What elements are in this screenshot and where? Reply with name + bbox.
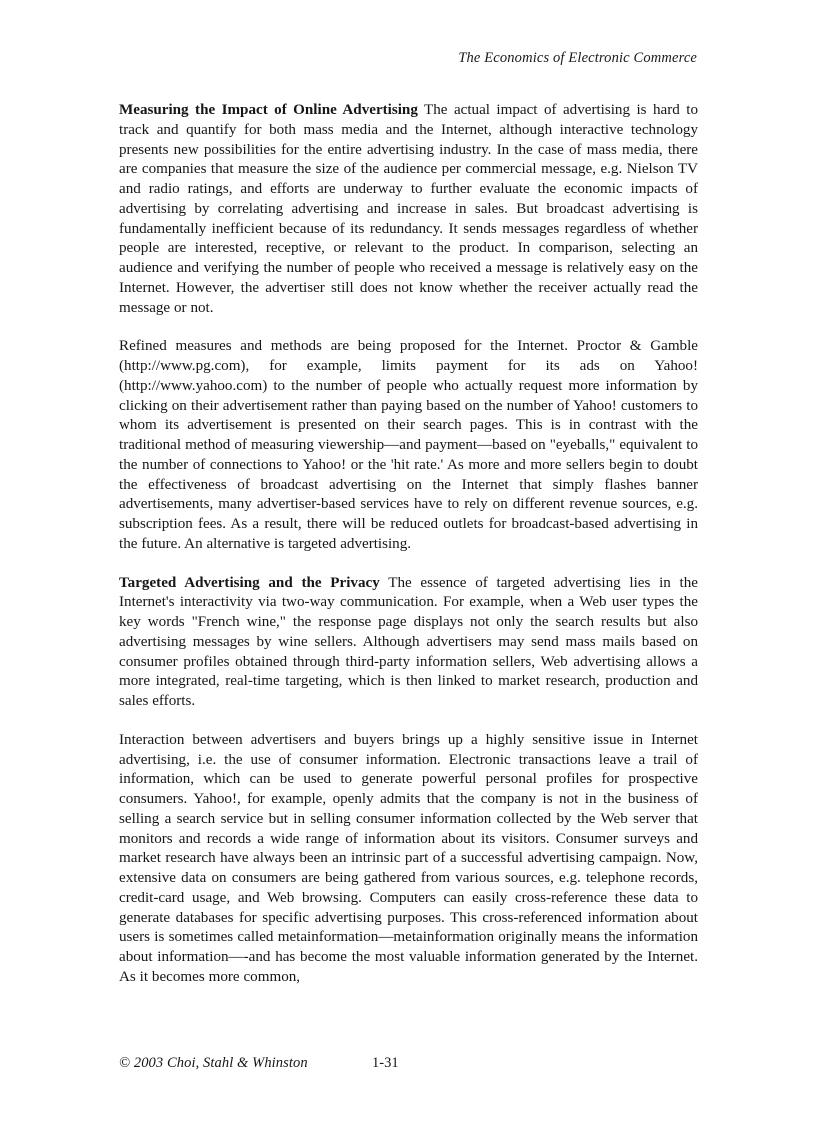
footer-page-number: 1-31 bbox=[372, 1055, 399, 1071]
body-text-block bbox=[119, 101, 698, 988]
footer-copyright: © 2003 Choi, Stahl & Whinston bbox=[119, 1055, 308, 1071]
paragraph bbox=[119, 101, 698, 318]
paragraph bbox=[119, 574, 698, 712]
run-in-heading: Targeted Advertising and the Privacy bbox=[119, 574, 380, 591]
paragraph bbox=[119, 337, 698, 554]
paragraph-text: Refined measures and methods are being proposed for the Internet. Proctor & Gamble (http://www.pg.com), for example, limits payment for its ads on Yahoo! (http://www.yahoo.com) to the number of people who actually request more information by clicking on their advertisement rather than paying based on the number of Yahoo! customers to whom its advertisement is presented on their search pages. This is in contrast with the traditional method of measuring viewership—and payment—based on "eyeballs," equivalent to the number of connections to Yahoo! or the 'hit rate.' As more and more sellers begin to doubt the effectiveness of broadcast advertising on the Internet that simply flashes banner advertisements, many advertiser-based services have to rely on different revenue sources, e.g. subscription fees. As a result, there will be reduced outlets for broadcast-based advertising in the future. An alternative is targeted advertising. bbox=[119, 338, 698, 552]
paragraph-text: The actual impact of advertising is hard to track and quantify for both mass media and the Internet, although interactive technology presents new possibilities for the entire advertising industry. In the case of mass media, there are companies that measure the size of the audience per commercial message, e.g. Nielson TV and radio ratings, and efforts are underway to further evaluate the economic impacts of advertising by correlating advertising and increase in sales. But broadcast advertising is fundamentally inefficient because of its redundancy. It sends messages regardless of whether people are interested, receptive, or relevant to the product. In comparison, selecting an audience and verifying the number of people who received a message is relatively easy on the Internet. However, the advertiser still does not know whether the receiver actually read the message or not. bbox=[119, 102, 698, 316]
paragraph-text: Interaction between advertisers and buyers brings up a highly sensitive issue in Internet advertising, i.e. the use of consumer information. Electronic transactions leave a trail of information, which can be used to generate powerful personal profiles for prospective consumers. Yahoo!, for example, openly admits that the company is not in the business of selling a search service but in selling consumer information collected by the Web server that monitors and records a wide range of information about its visitors. Consumer surveys and market research have always been an intrinsic part of a successful advertising campaign. Now, extensive data on consumers are being gathered from various sources, e.g. telephone records, credit-card usage, and Web browsing. Computers can easily cross-reference these data to generate databases for specific advertising purposes. This cross-referenced information about users is sometimes called metainformation—metainformation originally means the information about information—-and has become the most valuable information generated by the Internet. As it becomes more common, bbox=[119, 731, 698, 985]
running-header: The Economics of Electronic Commerce bbox=[458, 50, 697, 66]
paragraph-text: The essence of targeted advertising lies in the Internet's interactivity via two-way communication. For example, when a Web user types the key words "French wine," the response page displays not only the search results but also advertising messages by wine sellers. Although advertisers may send mass mails based on consumer profiles obtained through third-party information sellers, Web advertising allows a more integrated, real-time targeting, which is then linked to market research, production and sales efforts. bbox=[119, 574, 698, 709]
paragraph bbox=[119, 731, 698, 988]
run-in-heading: Measuring the Impact of Online Advertising bbox=[119, 102, 418, 118]
page-footer bbox=[119, 1053, 697, 1073]
